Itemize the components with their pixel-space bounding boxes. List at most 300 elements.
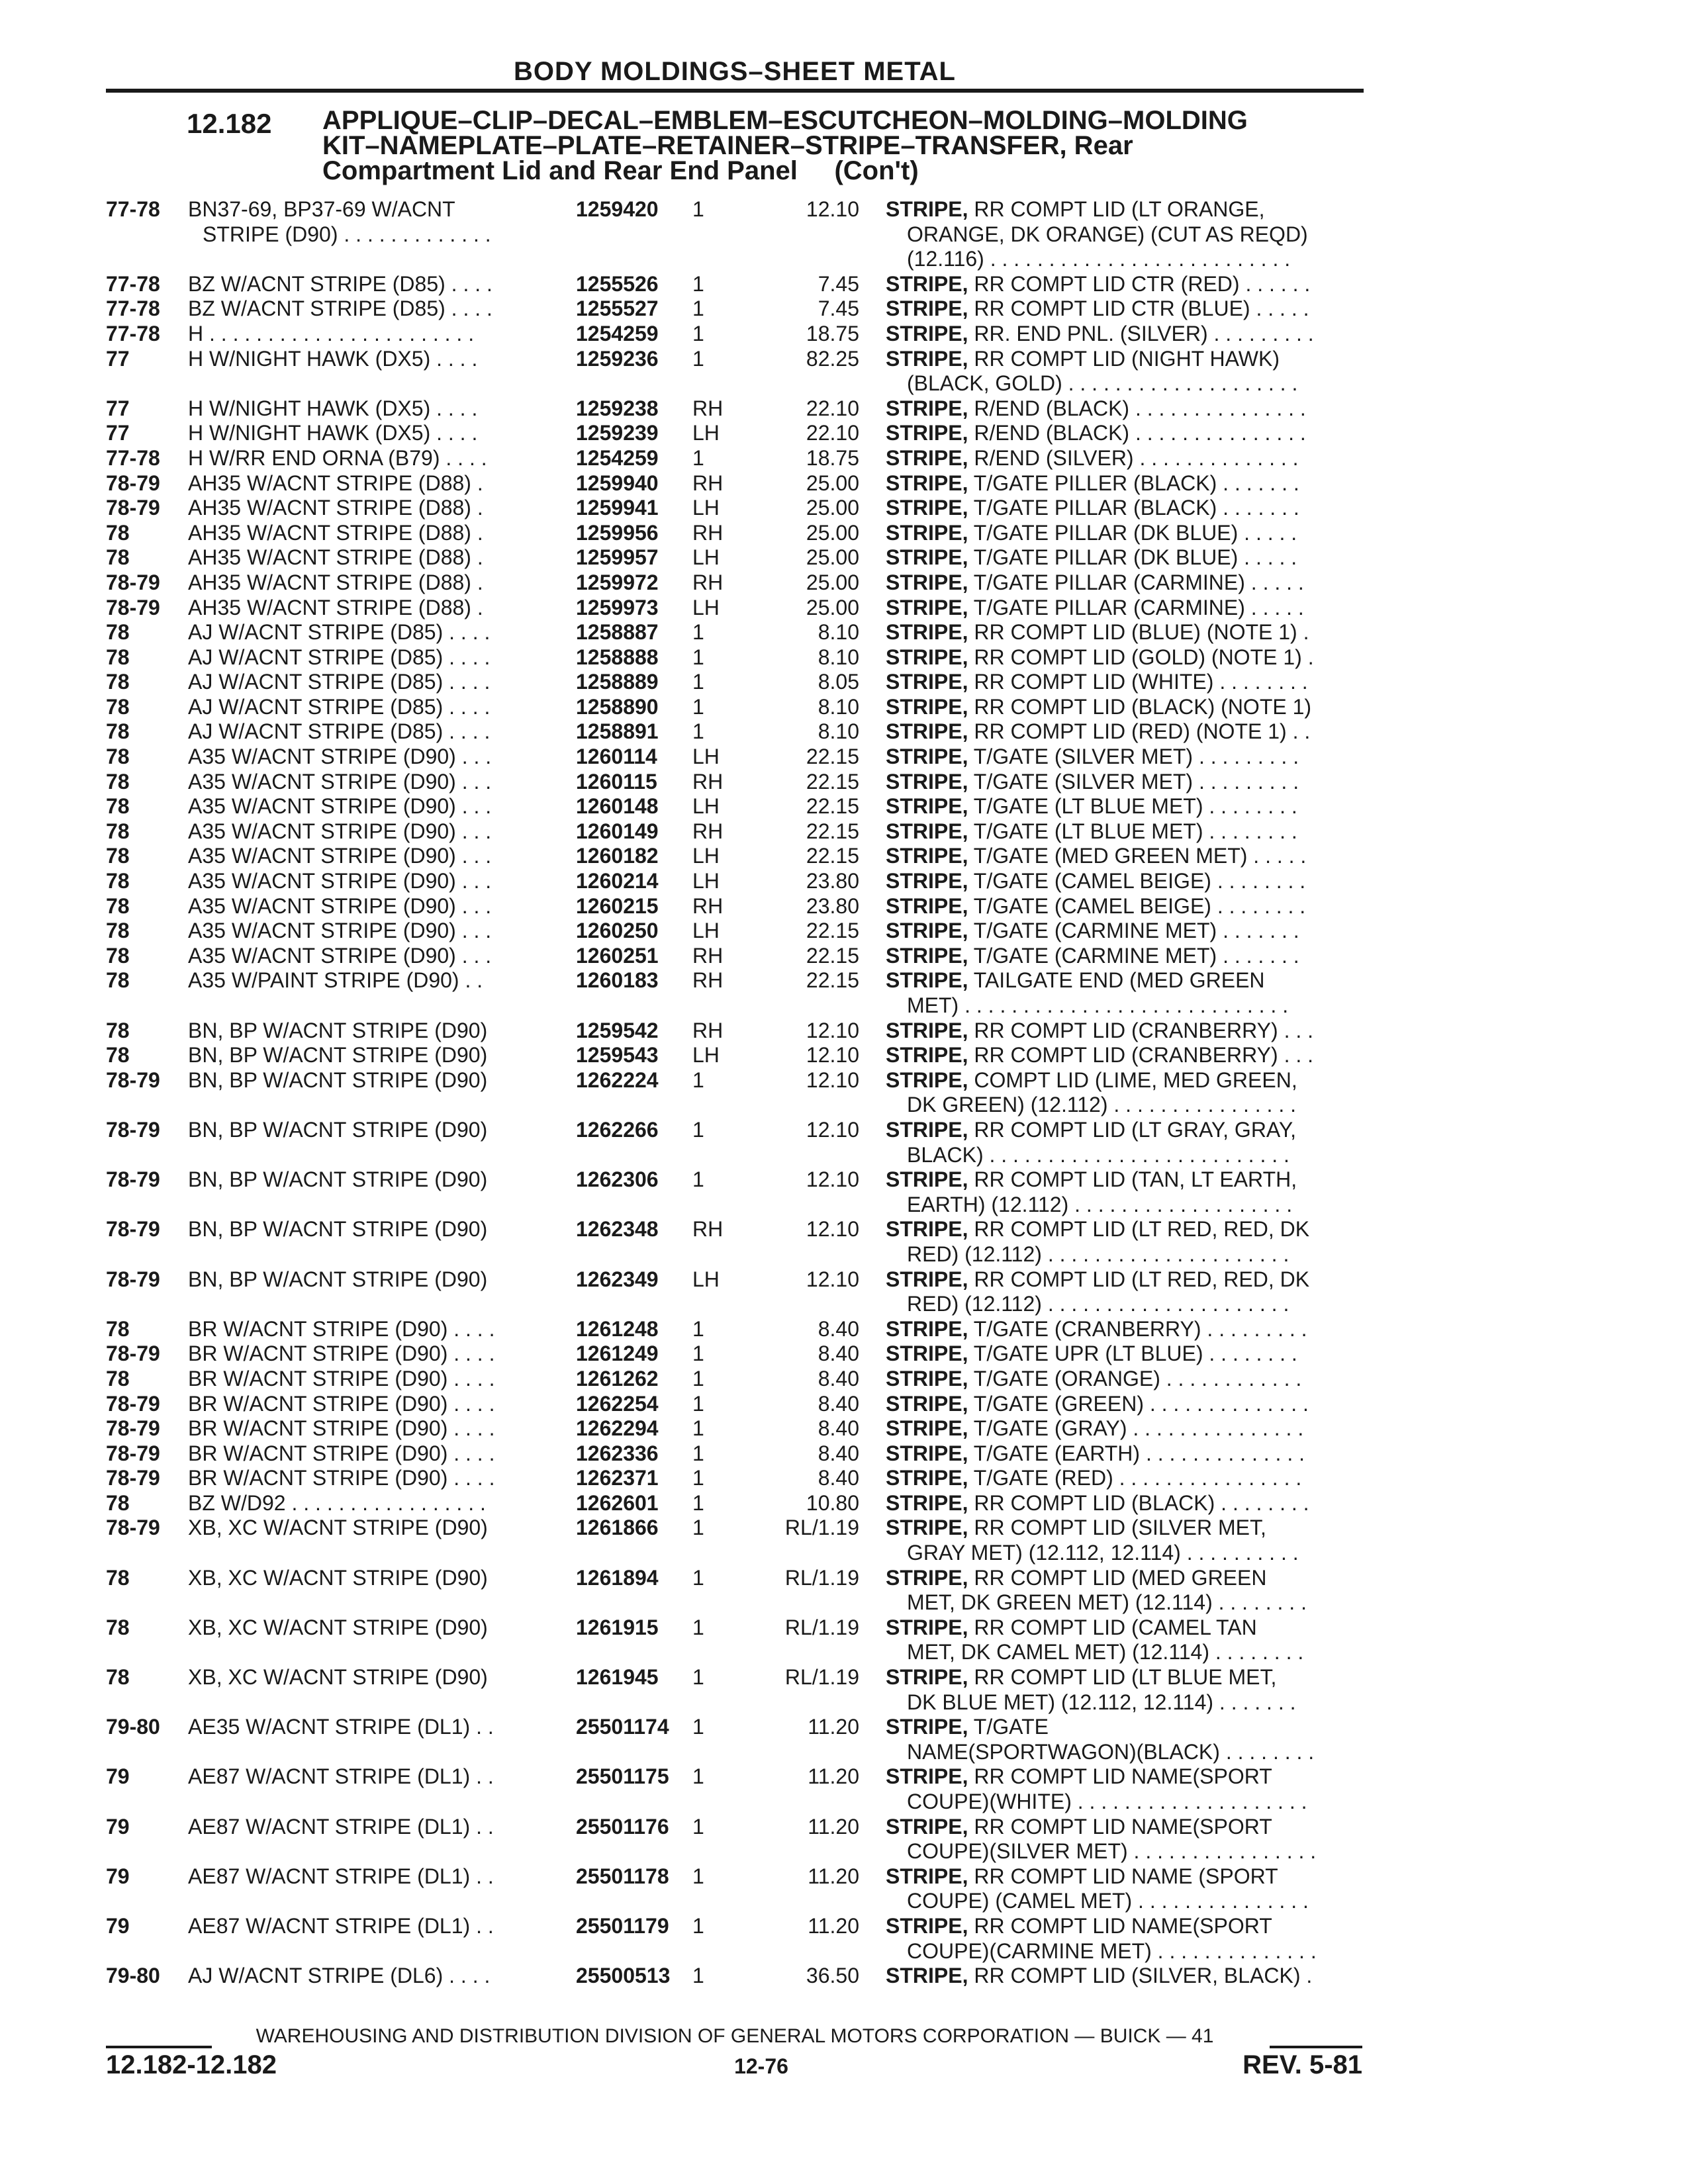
price: 22.15 [806,794,859,819]
description-line: STRIPE, RR. END PNL. (SILVER) . . . . . . . . . [886,321,1314,345]
application-line: H W/RR END ORNA (B79) . . . . [188,445,487,470]
quantity: 1 [692,1167,704,1192]
model-year: 78-79 [106,1117,160,1142]
model-year: 78 [106,1490,130,1515]
price: 18.75 [806,445,859,470]
quantity: 1 [692,1516,704,1540]
description [886,396,1362,422]
table-row [0,296,1688,322]
quantity: RH [692,943,724,968]
table-row [0,197,1688,272]
description-keyword: STRIPE, [886,1665,968,1690]
description-keyword: STRIPE, [886,1366,968,1390]
description-keyword: STRIPE, [886,1391,968,1416]
description-keyword: STRIPE, [886,471,968,495]
price: 8.10 [818,694,859,719]
description-line: STRIPE, T/GATE (CAMEL BEIGE) . . . . . . . . [886,869,1306,893]
application-line: AH35 W/ACNT STRIPE (D88) . [188,595,483,619]
table-row [0,272,1688,297]
price: 82.25 [806,346,859,371]
table-row [0,1764,1688,1814]
description-line: STRIPE, RR COMPT LID (SILVER MET, [886,1516,1266,1540]
description-line: MET) . . . . . . . . . . . . . . . . . . . . . . . . . . . . [907,993,1289,1018]
footer-section-range: 12.182-12.182 [106,2050,277,2079]
description [886,1043,1362,1068]
quantity: RH [692,520,724,545]
description [886,944,1362,969]
price: 8.40 [818,1466,859,1490]
price: 7.45 [818,296,859,321]
quantity: 1 [692,1715,704,1739]
description-keyword: STRIPE, [886,869,968,893]
description-line: STRIPE, T/GATE [886,1715,1049,1739]
application-line: BR W/ACNT STRIPE (D90) . . . . [188,1391,495,1416]
application [188,1068,556,1093]
description-keyword: STRIPE, [886,1416,968,1441]
part-number: 1259940 [576,471,659,495]
price: 11.20 [808,1764,859,1789]
model-year: 78 [106,1316,130,1341]
application-line: XB, XC W/ACNT STRIPE (D90) [188,1565,488,1590]
application-line: A35 W/ACNT STRIPE (D90) . . . [188,919,492,943]
quantity: 1 [692,1814,704,1839]
description-keyword: STRIPE, [886,1565,968,1590]
part-number: 25501178 [576,1864,669,1888]
application [188,1864,556,1889]
application-line: BR W/ACNT STRIPE (D90) . . . . [188,1416,495,1441]
model-year: 78 [106,893,130,918]
application-line: A35 W/ACNT STRIPE (D90) . . . [188,869,492,893]
application-line: BN, BP W/ACNT STRIPE (D90) [188,1217,488,1242]
description-keyword: STRIPE, [886,1441,968,1465]
table-row [0,1392,1688,1417]
price: 25.00 [806,595,859,619]
price: 11.20 [808,1814,859,1839]
description-keyword: STRIPE, [886,445,968,470]
section-title-line: APPLIQUE–CLIP–DECAL–EMBLEM–ESCUTCHEON–MOLDING–MOLDING [322,106,1248,135]
description-line: COUPE) (CAMEL MET) . . . . . . . . . . . . . . . [907,1889,1309,1913]
quantity: 1 [692,1665,704,1690]
part-number: 1258888 [576,645,659,669]
table-row [0,471,1688,496]
application-line: AJ W/ACNT STRIPE (D85) . . . . [188,694,491,719]
description-keyword: STRIPE, [886,496,968,520]
section-title [322,108,1382,183]
description-keyword: STRIPE, [886,1068,968,1092]
part-number: 1262294 [576,1416,659,1441]
model-year: 78 [106,869,130,893]
model-year: 78-79 [106,1267,160,1291]
price: 8.10 [818,620,859,645]
table-row [0,1566,1688,1615]
part-number: 25501176 [576,1814,669,1839]
table-row [0,421,1688,446]
description-keyword: STRIPE, [886,769,968,794]
table-row [0,596,1688,621]
application [188,471,556,496]
description [886,521,1362,546]
description-line: STRIPE, RR COMPT LID (SILVER, BLACK) . [886,1964,1313,1988]
application [188,496,556,521]
part-number: 1260182 [576,844,659,868]
description [886,1466,1362,1491]
application-line: A35 W/ACNT STRIPE (D90) . . . [188,794,492,819]
application-line: XB, XC W/ACNT STRIPE (D90) [188,1516,488,1540]
part-number: 1262348 [576,1217,659,1242]
part-number: 1255526 [576,271,659,296]
description [886,869,1362,894]
description [886,894,1362,919]
quantity: 1 [692,1466,704,1490]
price: 22.15 [806,745,859,769]
table-row [0,794,1688,819]
part-number: 1261249 [576,1342,659,1366]
description-line: NAME(SPORTWAGON)(BLACK) . . . . . . . . [907,1739,1315,1764]
table-row [0,968,1688,1018]
table-row [0,1441,1688,1467]
description-line: STRIPE, RR COMPT LID NAME (SPORT [886,1864,1278,1888]
application [188,919,556,944]
table-row [0,1715,1688,1764]
description [886,471,1362,496]
application-line: H . . . . . . . . . . . . . . . . . . . . . . . [188,321,475,345]
header-rule [106,89,1364,93]
description-line: DK BLUE MET) (12.112, 12.114) . . . . . . . [907,1690,1296,1714]
application [188,1715,556,1740]
description [886,1118,1362,1167]
description-keyword: STRIPE, [886,645,968,669]
page-header-title: BODY MOLDINGS–SHEET METAL [513,57,956,86]
application [188,1019,556,1044]
application [188,1491,556,1516]
description-line: STRIPE, T/GATE (ORANGE) . . . . . . . . . . . . [886,1366,1302,1390]
description [886,446,1362,471]
description [886,1019,1362,1044]
description-line: STRIPE, RR COMPT LID NAME(SPORT [886,1764,1272,1789]
table-row [0,944,1688,969]
application [188,1566,556,1591]
description-keyword: STRIPE, [886,1516,968,1540]
part-number: 25501179 [576,1913,669,1938]
application [188,968,556,993]
description [886,570,1362,596]
price: 22.15 [806,968,859,993]
table-row [0,521,1688,546]
part-number: 1262336 [576,1441,659,1465]
description [886,421,1362,446]
quantity: RH [692,396,724,420]
description-line: STRIPE, RR COMPT LID (NIGHT HAWK) [886,346,1280,371]
part-number: 1262306 [576,1167,659,1192]
description [886,1342,1362,1367]
application-line: AJ W/ACNT STRIPE (D85) . . . . [188,670,491,694]
description [886,794,1362,819]
model-year: 78 [106,794,130,819]
quantity: RH [692,968,724,993]
description [886,1764,1362,1814]
part-number: 1258890 [576,694,659,719]
application-line: AH35 W/ACNT STRIPE (D88) . [188,570,483,594]
model-year: 77-78 [106,197,160,221]
price: 12.10 [806,1217,859,1242]
price: 12.10 [806,197,859,221]
description-line: STRIPE, COMPT LID (LIME, MED GREEN, [886,1068,1297,1092]
description-line: STRIPE, T/GATE (CRANBERRY) . . . . . . . . . [886,1316,1307,1341]
description-line: STRIPE, RR COMPT LID (WHITE) . . . . . . . . [886,670,1308,694]
application [188,322,556,347]
description-line: STRIPE, R/END (BLACK) . . . . . . . . . . . . . . . [886,421,1306,445]
description-line: STRIPE, RR COMPT LID (LT ORANGE, [886,197,1265,221]
description-line: STRIPE, R/END (SILVER) . . . . . . . . . . . . . . [886,445,1299,470]
price: 8.40 [818,1342,859,1366]
table-row [0,1118,1688,1167]
price: 22.10 [806,396,859,420]
description-line: STRIPE, RR COMPT LID (CRANBERRY) . . . [886,1043,1314,1068]
table-row [0,1665,1688,1715]
description-line: COUPE)(WHITE) . . . . . . . . . . . . . . . . . . . . [907,1790,1307,1814]
description-keyword: STRIPE, [886,919,968,943]
description-line: STRIPE, T/GATE (LT BLUE MET) . . . . . . . . [886,819,1297,843]
application-line: BN, BP W/ACNT STRIPE (D90) [188,1167,488,1192]
part-number: 1262224 [576,1068,659,1092]
model-year: 78-79 [106,1342,160,1366]
quantity: 1 [692,694,704,719]
quantity: 1 [692,719,704,744]
application-line: AH35 W/ACNT STRIPE (D88) . [188,471,483,495]
part-number: 1260215 [576,893,659,918]
model-year: 78 [106,769,130,794]
quantity: 1 [692,296,704,321]
part-number: 1262371 [576,1466,659,1490]
quantity: 1 [692,445,704,470]
description-line: STRIPE, T/GATE (EARTH) . . . . . . . . . . . . . . [886,1441,1305,1465]
application-line: AJ W/ACNT STRIPE (DL6) . . . . [188,1964,491,1988]
model-year: 78-79 [106,1217,160,1242]
description [886,545,1362,570]
application [188,421,556,446]
price: 11.20 [808,1913,859,1938]
model-year: 78 [106,1615,130,1639]
application-line: XB, XC W/ACNT STRIPE (D90) [188,1615,488,1639]
description-line: COUPE)(SILVER MET) . . . . . . . . . . . . . . . . [907,1839,1317,1864]
description-keyword: STRIPE, [886,296,968,321]
price: 12.10 [806,1267,859,1291]
part-number: 25501174 [576,1715,669,1739]
description-line: STRIPE, RR COMPT LID (GOLD) (NOTE 1) . [886,645,1314,669]
quantity: 1 [692,1068,704,1092]
application [188,446,556,471]
description-line: STRIPE, RR COMPT LID (LT RED, RED, DK [886,1267,1310,1291]
description [886,496,1362,521]
quantity: LH [692,794,720,819]
quantity: 1 [692,1864,704,1888]
part-number: 1260250 [576,919,659,943]
price: 18.75 [806,321,859,345]
quantity: 1 [692,1416,704,1441]
table-row [0,1516,1688,1565]
description-line: STRIPE, T/GATE (GRAY) . . . . . . . . . . . . . . . [886,1416,1304,1441]
part-number: 1259239 [576,421,659,445]
description-line: STRIPE, R/END (BLACK) . . . . . . . . . . . . . . . [886,396,1306,420]
description-keyword: STRIPE, [886,819,968,843]
description [886,620,1362,645]
application-line: BZ W/ACNT STRIPE (D85) . . . . [188,296,492,321]
model-year: 78-79 [106,1167,160,1192]
description [886,596,1362,621]
description [886,1392,1362,1417]
application [188,745,556,770]
price: 8.05 [818,670,859,694]
part-number: 1258891 [576,719,659,744]
description-keyword: STRIPE, [886,346,968,371]
description-keyword: STRIPE, [886,1342,968,1366]
table-row [0,396,1688,422]
description-line: MET, DK GREEN MET) (12.114) . . . . . . . . [907,1590,1307,1615]
table-row [0,719,1688,745]
table-row [0,1267,1688,1317]
part-number: 1254259 [576,321,659,345]
application [188,869,556,894]
table-row [0,1342,1688,1367]
application-line: AJ W/ACNT STRIPE (D85) . . . . [188,620,491,645]
table-row [0,496,1688,521]
application [188,1217,556,1242]
part-number: 1259973 [576,595,659,619]
part-number: 1259972 [576,570,659,594]
description-line: (12.116) . . . . . . . . . . . . . . . . . . . . . . . . . . [907,247,1291,271]
description-keyword: STRIPE, [886,893,968,918]
description-line: STRIPE, RR COMPT LID (BLACK) . . . . . . . . [886,1490,1309,1515]
description-line: STRIPE, T/GATE UPR (LT BLUE) . . . . . . . . [886,1342,1297,1366]
model-year: 78-79 [106,496,160,520]
application [188,1317,556,1342]
quantity: RH [692,893,724,918]
model-year: 78 [106,1665,130,1690]
part-number: 1262266 [576,1117,659,1142]
application-line: AH35 W/ACNT STRIPE (D88) . [188,545,483,570]
description-line: STRIPE, TAILGATE END (MED GREEN [886,968,1265,993]
price: 8.40 [818,1366,859,1390]
price: 22.15 [806,943,859,968]
application [188,545,556,570]
quantity: RH [692,471,724,495]
description-line: RED) (12.112) . . . . . . . . . . . . . . . . . . . . . [907,1242,1289,1266]
table-row [0,446,1688,471]
price: 10.80 [806,1490,859,1515]
application [188,1441,556,1467]
application-line: A35 W/ACNT STRIPE (D90) . . . [188,893,492,918]
table-row [0,1217,1688,1267]
quantity: 1 [692,1342,704,1366]
table-row [0,620,1688,645]
description [886,1167,1362,1217]
description [886,347,1362,396]
model-year: 77 [106,396,130,420]
model-year: 77-78 [106,445,160,470]
table-row [0,645,1688,670]
model-year: 79-80 [106,1715,160,1739]
part-number: 25501175 [576,1764,669,1789]
description [886,670,1362,695]
application [188,596,556,621]
application-line: BR W/ACNT STRIPE (D90) . . . . [188,1441,495,1465]
model-year: 78-79 [106,1416,160,1441]
price: 23.80 [806,893,859,918]
description-keyword: STRIPE, [886,943,968,968]
description-keyword: STRIPE, [886,745,968,769]
description [886,695,1362,720]
price: 25.00 [806,520,859,545]
description-line: STRIPE, RR COMPT LID (LT BLUE MET, [886,1665,1277,1690]
description [886,1914,1362,1964]
description-line: STRIPE, RR COMPT LID (LT GRAY, GRAY, [886,1117,1296,1142]
description [886,968,1362,1018]
quantity: LH [692,595,720,619]
price: 8.40 [818,1416,859,1441]
price: RL/1.19 [784,1516,859,1540]
description-line: MET, DK CAMEL MET) (12.114) . . . . . . . . [907,1640,1304,1664]
model-year: 79 [106,1814,130,1839]
description-keyword: STRIPE, [886,1814,968,1839]
description [886,197,1362,272]
price: 22.15 [806,919,859,943]
description-line: DK GREEN) (12.112) . . . . . . . . . . . . . . . . [907,1093,1296,1117]
price: 12.10 [806,1117,859,1142]
section-number: 12.182 [187,108,272,139]
price: 12.10 [806,1068,859,1092]
application-line: AJ W/ACNT STRIPE (D85) . . . . [188,719,491,744]
application [188,1964,556,1989]
table-row [0,1491,1688,1516]
application-line: H W/NIGHT HAWK (DX5) . . . . [188,346,478,371]
model-year: 78 [106,745,130,769]
description-line: STRIPE, T/GATE (CARMINE MET) . . . . . . . [886,919,1299,943]
model-year: 79-80 [106,1964,160,1988]
table-row [0,545,1688,570]
price: 8.40 [818,1316,859,1341]
model-year: 78 [106,670,130,694]
description-keyword: STRIPE, [886,1043,968,1068]
quantity: 1 [692,645,704,669]
table-row [0,745,1688,770]
description-line: GRAY MET) (12.112, 12.114) . . . . . . . . . . [907,1541,1299,1565]
application-line: BN, BP W/ACNT STRIPE (D90) [188,1043,488,1068]
table-row [0,819,1688,844]
table-row [0,1864,1688,1914]
description-keyword: STRIPE, [886,794,968,819]
model-year: 78 [106,694,130,719]
description-line: STRIPE, T/GATE (CARMINE MET) . . . . . . . [886,943,1299,968]
application [188,620,556,645]
table-row [0,570,1688,596]
table-row [0,1043,1688,1068]
model-year: 77-78 [106,321,160,345]
footer-publisher-line: WAREHOUSING AND DISTRIBUTION DIVISION OF GENERAL MOTORS CORPORATION — BUICK — 41 [256,2025,1214,2047]
description-line: STRIPE, T/GATE PILLAR (CARMINE) . . . . . [886,570,1304,594]
description-line: (BLACK, GOLD) . . . . . . . . . . . . . . . . . . . . [907,371,1298,396]
quantity: LH [692,421,720,445]
description [886,1615,1362,1665]
description [886,1566,1362,1615]
description-keyword: STRIPE, [886,1964,968,1988]
table-row [0,1317,1688,1342]
application [188,272,556,297]
application-line: A35 W/PAINT STRIPE (D90) . . [188,968,483,993]
quantity: LH [692,545,720,570]
application-line: BN, BP W/ACNT STRIPE (D90) [188,1068,488,1092]
section-title-line: KIT–NAMEPLATE–PLATE–RETAINER–STRIPE–TRANSFER, Rear [322,131,1133,160]
table-row [0,770,1688,795]
